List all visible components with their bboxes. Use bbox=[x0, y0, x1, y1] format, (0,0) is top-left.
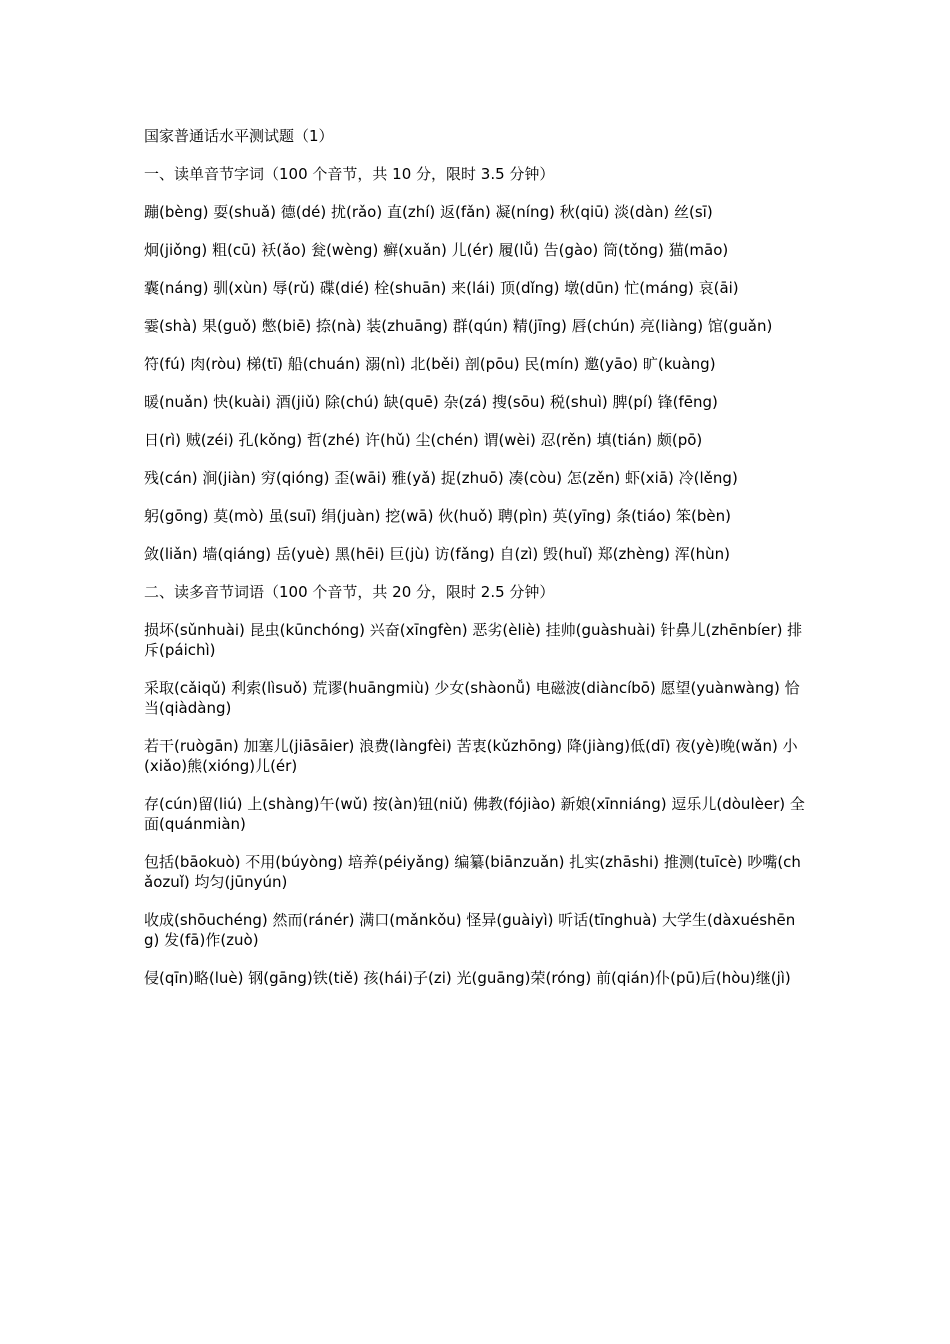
section2-line: 若干(ruògān) 加塞儿(jiāsāier) 浪费(làngfèi) 苦衷(kǔzhōng) 降(jiàng)低(dī) 夜(yè)晚(wǎn) 小(xiǎo)熊(xióng)儿(ér) bbox=[144, 737, 798, 775]
section2-line: 侵(qīn)略(luè) 钢(gāng)铁(tiě) 孩(hái)子(zi) 光(guāng)荣(róng) 前(qián)仆(pū)后(hòu)继(jì) bbox=[144, 969, 791, 987]
section1-line: 残(cán) 涧(jiàn) 穷(qióng) 歪(wāi) 雅(yǎ) 捉(zhuō) 凑(còu) 怎(zěn) 虾(xiā) 冷(lěng) bbox=[144, 469, 738, 487]
section2-line: 收成(shōuchéng) 然而(ránér) 满口(mǎnkǒu) 怪异(guàiyì) 听话(tīnghuà) 大学生(dàxuéshēng) 发(fā)作(zuò) bbox=[144, 911, 796, 949]
section2-heading: 二、读多音节词语（100 个音节，共 20 分，限时 2.5 分钟） bbox=[144, 583, 555, 601]
section1-line: 敛(liǎn) 墙(qiáng) 岳(yuè) 黑(hēi) 巨(jù) 访(fǎng) 自(zì) 毁(huǐ) 郑(zhèng) 浑(hùn) bbox=[144, 545, 730, 563]
section1-line: 躬(gōng) 莫(mò) 虽(suī) 绢(juàn) 挖(wā) 伙(huǒ) 聘(pìn) 英(yīng) 条(tiáo) 笨(bèn) bbox=[144, 507, 731, 525]
section1-line: 日(rì) 贼(zéi) 孔(kǒng) 哲(zhé) 许(hǔ) 尘(chén) 谓(wèi) 忍(rěn) 填(tián) 颇(pō) bbox=[144, 431, 703, 449]
section2-line: 损坏(sǔnhuài) 昆虫(kūnchóng) 兴奋(xīngfèn) 恶劣(èliè) 挂帅(guàshuài) 针鼻儿(zhēnbíer) 排斥(páichì) bbox=[144, 621, 803, 659]
section1-line: 符(fú) 肉(ròu) 梯(tī) 船(chuán) 溺(nì) 北(běi) 剖(pōu) 民(mín) 邀(yāo) 旷(kuàng) bbox=[144, 355, 716, 373]
section2-line: 采取(cǎiqǔ) 利索(lìsuǒ) 荒谬(huāngmiù) 少女(shàonǚ) 电磁波(diàncíbō) 愿望(yuànwàng) 恰当(qiàdàng) bbox=[144, 679, 800, 717]
section1-line: 霎(shà) 果(guǒ) 憋(biē) 捺(nà) 装(zhuāng) 群(qún) 精(jīng) 唇(chún) 亮(liàng) 馆(guǎn) bbox=[144, 317, 773, 335]
section1-line: 暖(nuǎn) 快(kuài) 酒(jiǔ) 除(chú) 缺(quē) 杂(zá) 搜(sōu) 税(shuì) 脾(pí) 锋(fēng) bbox=[144, 393, 718, 411]
section2-line: 包括(bāokuò) 不用(búyòng) 培养(péiyǎng) 编纂(biānzuǎn) 扎实(zhāshi) 推测(tuīcè) 吵嘴(chǎozuǐ) 均匀(jūnyún) bbox=[144, 853, 801, 891]
document-title: 国家普通话水平测试题（1） bbox=[144, 127, 334, 145]
section1-line: 炯(jiǒng) 粗(cū) 袄(ǎo) 瓮(wèng) 癣(xuǎn) 儿(ér) 履(lǚ) 告(gào) 筒(tǒng) 猫(māo) bbox=[144, 241, 729, 259]
section1-heading: 一、读单音节字词（100 个音节，共 10 分，限时 3.5 分钟） bbox=[144, 165, 555, 183]
section2-line: 存(cún)留(liú) 上(shàng)午(wǔ) 按(àn)钮(niǔ) 佛教(fójiào) 新娘(xīnniáng) 逗乐儿(dòulèer) 全面(quánmiàn) bbox=[144, 795, 805, 833]
section1-line: 蹦(bèng) 耍(shuǎ) 德(dé) 扰(rǎo) 直(zhí) 返(fǎn) 凝(níng) 秋(qiū) 淡(dàn) 丝(sī) bbox=[144, 203, 713, 221]
document-page bbox=[144, 126, 808, 1006]
section1-line: 囊(náng) 驯(xùn) 辱(rǔ) 碟(dié) 栓(shuān) 来(lái) 顶(dǐng) 墩(dūn) 忙(máng) 哀(āi) bbox=[144, 279, 739, 297]
